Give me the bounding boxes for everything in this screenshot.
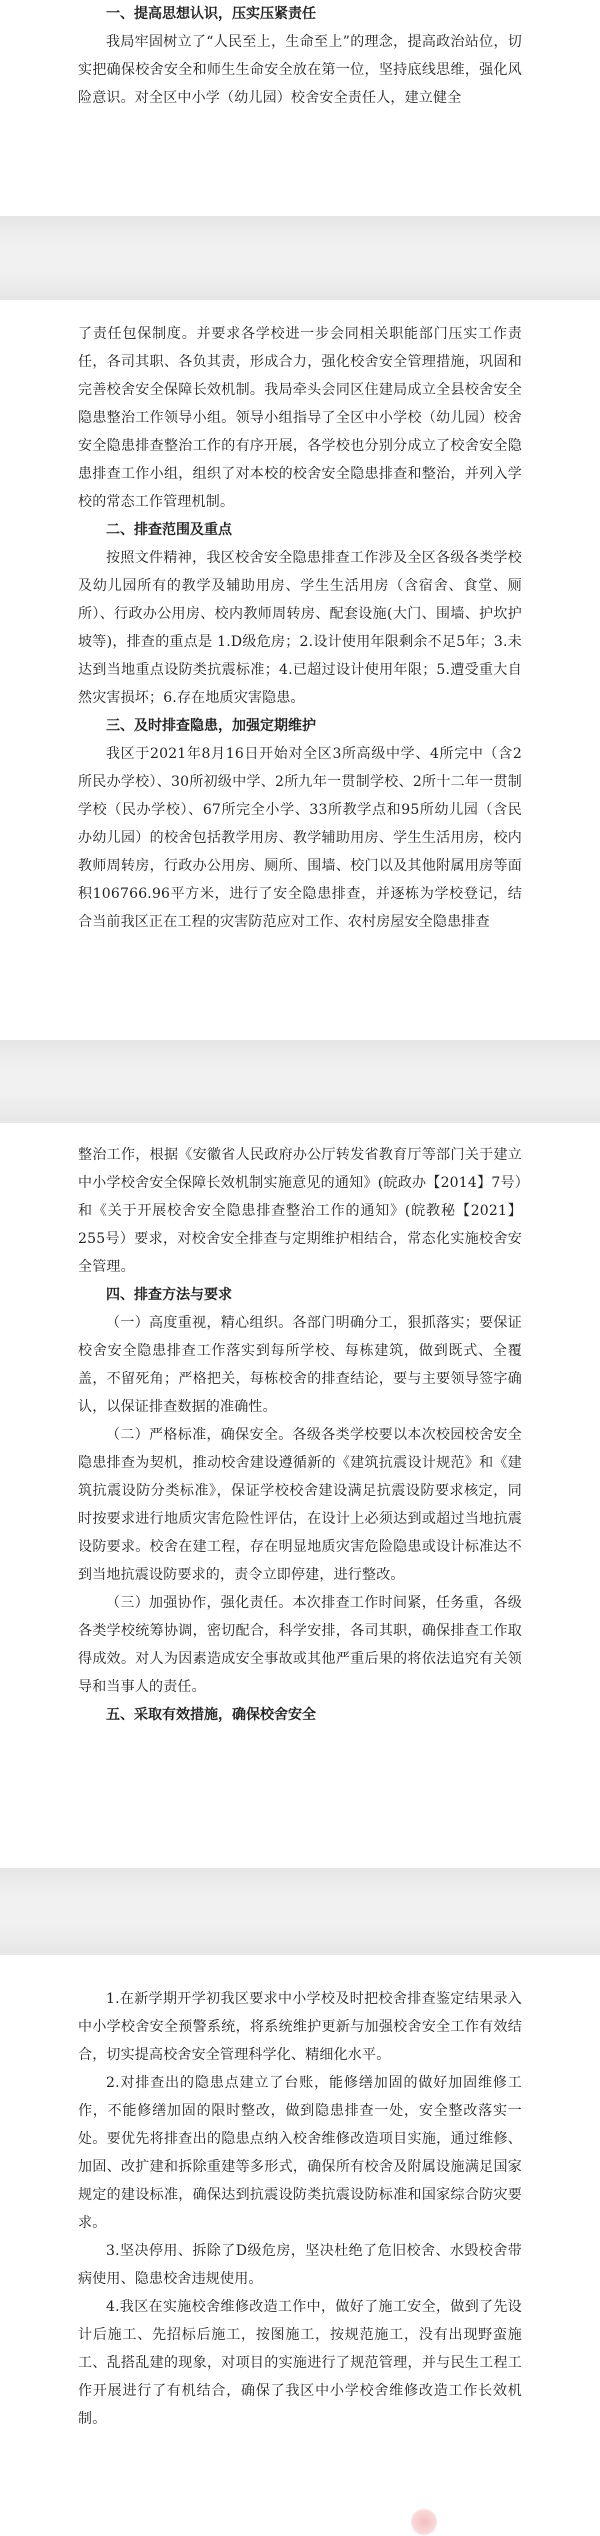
- paragraph: 按照文件精神，我区校舍安全隐患排查工作涉及全区各级各类学校及幼儿园所有的教学及辅助用房、学生生活用房（含宿舍、食堂、厕所）、行政办公用房、校内教师周转房、配套设施(大门、围墙、护坎护坡等)，排查的重点是 1.D级危房；2.设计使用年限剩余不足5年；3.未达到当地重点设防类抗震标准；4.已超过设计使用年限；5.遭受重大自然灾害损坏；6.存在地质灾害隐患。: [78, 550, 522, 706]
- paragraph: （二）严格标准，确保安全。各级各类学校要以本次校园校舍安全隐患排查为契机，推动校舍建设遵循新的《建筑抗震设计规范》和《建筑抗震设防分类标准》，保证学校校舍建设满足抗震设防要求核定，同时按要求进行地质灾害危险性评估，在设计上必须达到或超过当地抗震设防要求。校舍在建工程，存在明显地质灾害危险隐患或设计标准达不到当地抗震设防要求的，责令立即停建，进行整改。: [78, 1427, 522, 1583]
- section-heading-5: 五、采取有效措施，确保校舍安全: [106, 1707, 316, 1723]
- page-separator: [0, 216, 600, 300]
- paragraph: 我区于2021年8月16日开始对全区3所高级中学、4所完中（含2所民办学校）、30所初级中学、2所九年一贯制学校、2所十二年一贯制学校（民办学校）、67所完全小学、33所教学点和95所幼儿园（含民办幼儿园）的校舍包括教学用房、教学辅助用房、学生生活用房，校内教师周转房，行政办公用房、厕所、围墙、校门以及其他附属用房等面积106766.96平方米，进行了安全隐患排查，并逐栋为学校登记，结合当前我区正在工程的灾害防范应对工作、农村房屋安全隐患排查: [78, 746, 522, 930]
- paragraph: 我局牢固树立了“人民至上，生命至上”的理念，提高政治站位，切实把确保校舍安全和师生生命安全放在第一位，坚持底线思维，强化风险意识。对全区中小学（幼儿园）校舍安全责任人，建立健全: [78, 34, 522, 106]
- list-item: 2.对排查出的隐患点建立了台账，能修缮加固的做好加固维修工作，不能修缮加固的限时整改，做到隐患排查一处，安全整改落实一处。要优先将排查出的隐患点纳入校舍维修改造项目实施，通过维修、加固、改扩建和拆除重建等多形式，确保所有校舍及附属设施满足国家规定的建设标准，确保达到抗震设防类抗震设防标准和国家综合防灾要求。: [78, 2075, 522, 2231]
- list-item: 1.在新学期开学初我区要求中小学校及时把校舍排查鉴定结果录入中小学校舍安全预警系统，将系统维护更新与加强校舍安全工作有效结合，切实提高校舍安全管理科学化、精细化水平。: [78, 1991, 522, 2063]
- paragraph: （一）高度重视，精心组织。各部门明确分工，狠抓落实；要保证校舍安全隐患排查工作落实到每所学校、每栋建筑，做到既式、全覆盖，不留死角；严格把关，每栋校舍的排查结论，要与主要领导签字确认，以保证排查数据的准确性。: [78, 1315, 522, 1415]
- watermark-stamp-icon: [410, 2508, 438, 2536]
- paragraph: （三）加强协作，强化责任。本次排查工作时间紧，任务重，各级各类学校统筹协调，密切配合，科学安排，各司其职，确保排查工作取得成效。对人为因素造成安全事故或其他严重后果的将依法追究有关领导和当事人的责任。: [78, 1595, 522, 1695]
- section-heading-2: 二、排查范围及重点: [106, 522, 232, 538]
- paragraph: 了责任包保制度。并要求各学校进一步会同相关职能部门压实工作责任，各司其职、各负其责，形成合力，强化校舍安全管理措施，巩固和完善校舍安全保障长效机制。我局牵头会同区住建局成立全县校舍安全隐患整治工作领导小组。领导小组指导了全区中小学校（幼儿园）校舍安全隐患排查整治工作的有序开展，各学校也分别分成立了校舍安全隐患排查工作小组，组织了对本校的校舍安全隐患排查和整治，并列入学校的常态工作管理机制。: [78, 326, 522, 510]
- document-page-1: [0, 0, 600, 216]
- section-heading-4: 四、排查方法与要求: [106, 1287, 232, 1303]
- paragraph: 整治工作，根据《安徽省人民政府办公厅转发省教育厅等部门关于建立中小学校舍安全保障长效机制实施意见的通知》(皖政办【2014】7号）和《关于开展校舍安全隐患排查整治工作的通知》(皖教秘【2021】255号）要求，对校舍安全排查与定期维护相结合，常态化实施校舍安全管理。: [78, 1147, 522, 1275]
- page-separator: [0, 1040, 600, 1123]
- list-item: 3.坚决停用、拆除了D级危房，坚决杜绝了危旧校舍、水毁校舍带病使用、隐患校舍违规使用。: [78, 2243, 522, 2287]
- document-page-4: [0, 1955, 600, 2524]
- page-separator: [0, 1868, 600, 1955]
- document-page-2: [0, 300, 600, 1040]
- list-item: 4.我区在实施校舍维修改造工作中，做好了施工安全，做到了先设计后施工、先招标后施工，按图施工，按规范施工，没有出现野蛮施工、乱搭乱建的现象，对项目的实施进行了规范管理，并与民生工程工作开展进行了有机结合，确保了我区中小学校舍维修改造工作长效机制。: [78, 2299, 522, 2427]
- section-heading-1: 一、提高思想认识，压实压紧责任: [106, 6, 316, 22]
- section-heading-3: 三、及时排查隐患，加强定期维护: [106, 718, 316, 734]
- document-page-3: [0, 1123, 600, 1868]
